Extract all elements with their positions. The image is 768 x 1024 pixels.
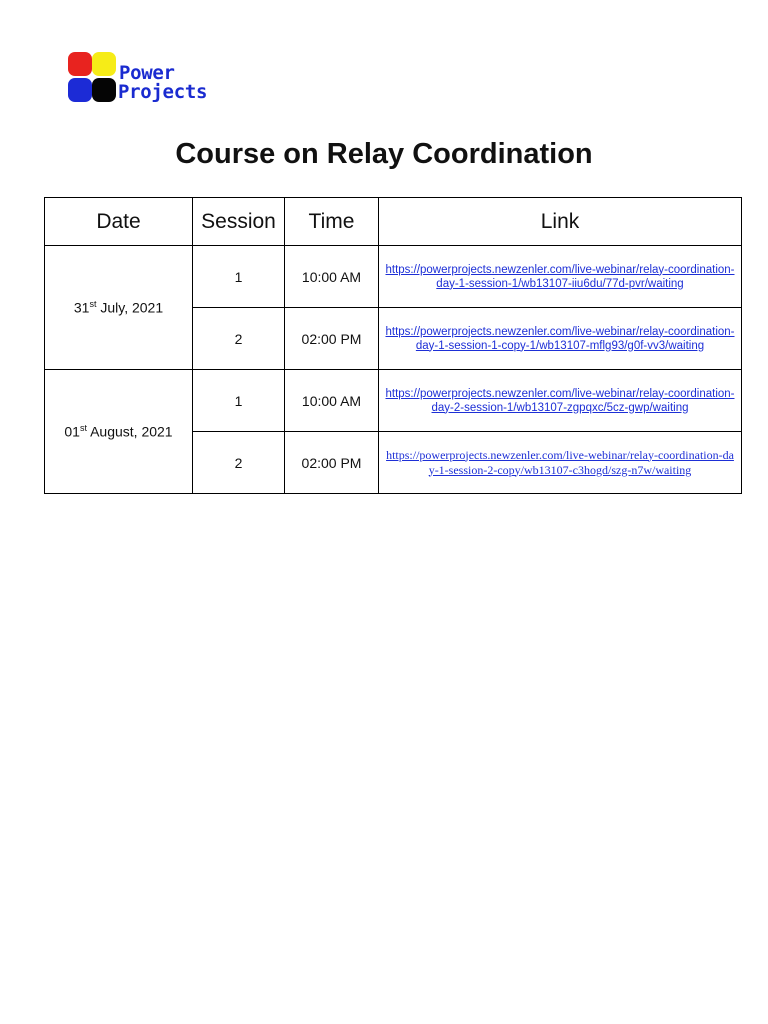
webinar-link[interactable]: https://powerprojects.newzenler.com/live-webinar/relay-coordination-day-1-session-1-copy-1/wb13107-mflg93/g0f-vv3/waiting <box>385 325 735 352</box>
time-cell: 02:00 PM <box>285 308 379 370</box>
page-title: Course on Relay Coordination <box>175 138 593 170</box>
logo-text-line-1: Power <box>119 62 175 84</box>
webinar-link[interactable]: https://powerprojects.newzenler.com/live-webinar/relay-coordination-day-2-session-1/wb13107-zgpqxc/5cz-gwp/waiting <box>385 387 735 414</box>
logo-yellow-square <box>92 52 116 76</box>
date-cell: 31st July, 2021 <box>45 246 193 370</box>
header-link: Link <box>379 198 742 246</box>
time-cell: 02:00 PM <box>285 432 379 494</box>
header-date: Date <box>45 198 193 246</box>
webinar-link[interactable]: https://powerprojects.newzenler.com/live-webinar/relay-coordination-day-1-session-1/wb13107-iiu6du/77d-pvr/waiting <box>385 263 735 290</box>
webinar-link[interactable]: https://powerprojects.newzenler.com/live-webinar/relay-coordination-day-1-session-2-copy/wb13107-c3hogd/szg-n7w/waiting <box>386 447 734 477</box>
session-cell: 1 <box>193 370 285 432</box>
logo-red-square <box>68 52 92 76</box>
table-row <box>45 370 742 432</box>
time-cell: 10:00 AM <box>285 246 379 308</box>
header-time: Time <box>285 198 379 246</box>
session-cell: 1 <box>193 246 285 308</box>
time-cell: 10:00 AM <box>285 370 379 432</box>
schedule-table <box>44 197 742 494</box>
table-header-row <box>45 198 742 246</box>
table-row <box>45 246 742 308</box>
logo-text-line-2: Projects <box>118 81 208 103</box>
logo-black-square <box>92 78 116 102</box>
header-session: Session <box>193 198 285 246</box>
session-cell: 2 <box>193 432 285 494</box>
power-projects-logo <box>66 50 236 110</box>
logo-blue-square <box>68 78 92 102</box>
date-cell: 01st August, 2021 <box>45 370 193 494</box>
session-cell: 2 <box>193 308 285 370</box>
